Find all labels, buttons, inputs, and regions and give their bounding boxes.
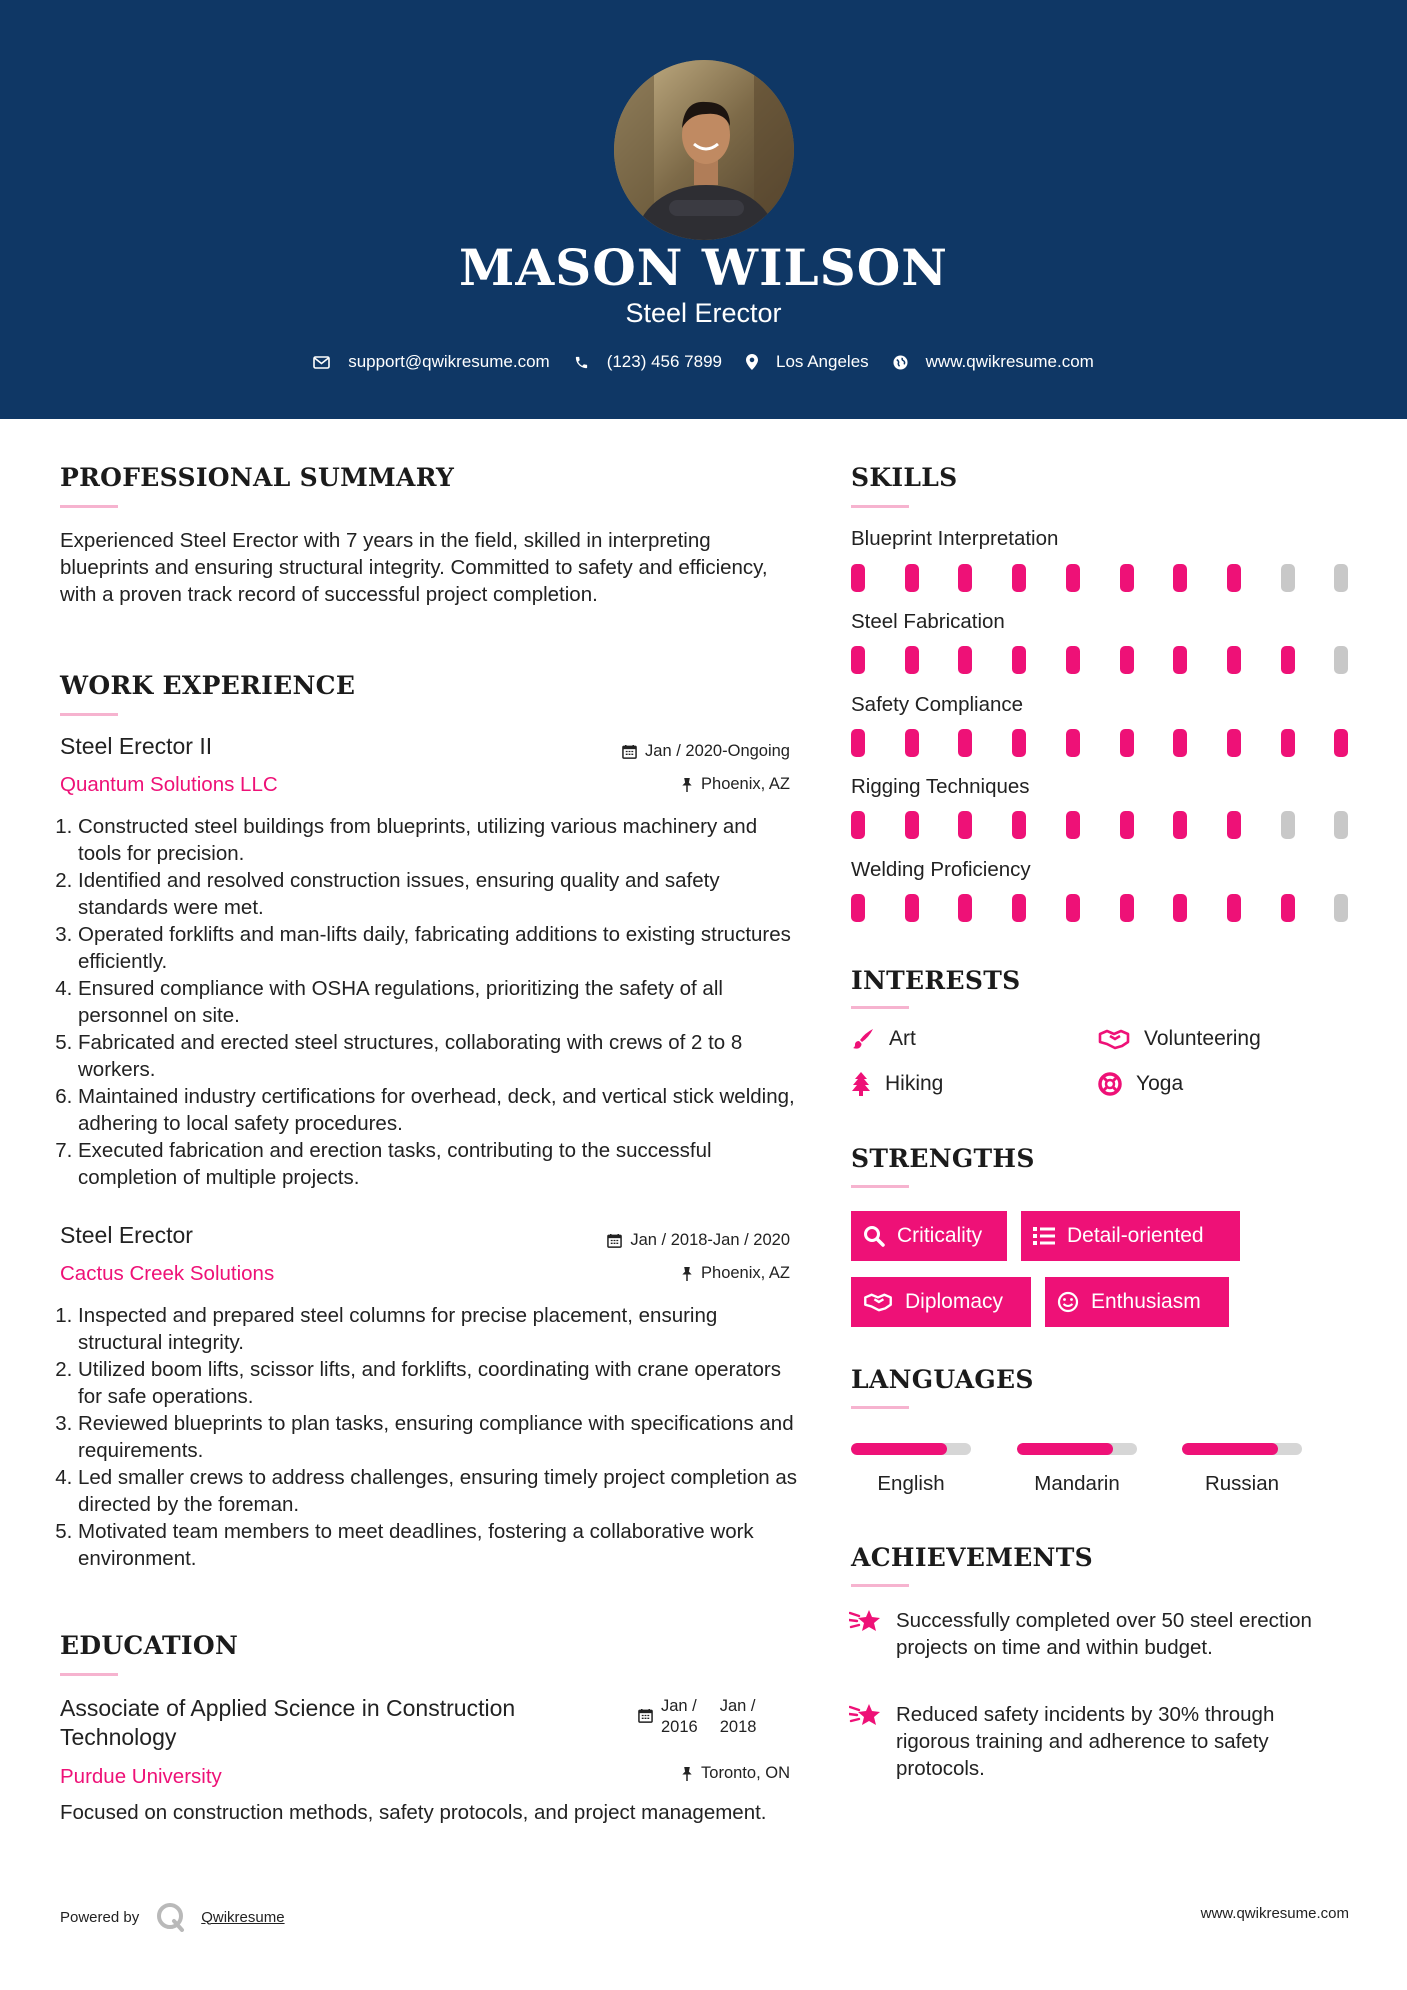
skill-dot xyxy=(1334,646,1348,674)
contact-phone[interactable] xyxy=(574,352,722,372)
lifebuoy-icon xyxy=(1098,1072,1122,1096)
job-bullet: 1. Inspected and prepared steel columns for precise placement, ensuring structural integrity. xyxy=(78,1302,801,1356)
phone-icon xyxy=(574,355,589,370)
handshake-icon xyxy=(863,1292,893,1312)
experience-underline xyxy=(60,713,118,716)
interest-label: Hiking xyxy=(885,1072,944,1095)
skill-dot xyxy=(1281,811,1295,839)
job-bullet: 6. Maintained industry certifications for overhead, deck, and vertical stick welding, adhering to local safety procedures. xyxy=(78,1083,801,1137)
skill-dot xyxy=(1066,811,1080,839)
job-title: Steel Erector II xyxy=(60,733,213,759)
skill-dot xyxy=(1120,646,1134,674)
website-text: www.qwikresume.com xyxy=(925,352,1094,371)
skill-dot xyxy=(1334,564,1348,592)
job-location-text: Phoenix, AZ xyxy=(701,775,790,793)
languages-underline xyxy=(851,1406,909,1409)
skill-name: Safety Compliance xyxy=(851,693,1024,716)
skill-dot xyxy=(851,811,865,839)
skill-dot xyxy=(905,811,919,839)
skill-rating xyxy=(851,811,1349,839)
footer-url[interactable]: www.qwikresume.com xyxy=(1200,1905,1349,1922)
handshake-icon xyxy=(1098,1028,1130,1050)
interests-heading: INTERESTS xyxy=(851,966,1021,995)
calendar-icon xyxy=(622,744,637,759)
skill-name: Steel Fabrication xyxy=(851,610,1005,633)
qwikresume-link[interactable]: Qwikresume xyxy=(201,1908,285,1926)
strength-label: Detail-oriented xyxy=(1067,1224,1204,1247)
language-level-fill xyxy=(851,1443,947,1455)
skill-rating xyxy=(851,564,1349,592)
strength-label: Criticality xyxy=(897,1224,983,1247)
language-level-bar xyxy=(851,1443,971,1455)
education-location xyxy=(681,1764,790,1783)
candidate-title: Steel Erector xyxy=(625,298,782,328)
skill-name: Welding Proficiency xyxy=(851,858,1031,881)
calendar-icon xyxy=(607,1233,622,1248)
job-bullet: 4. Ensured compliance with OSHA regulations, prioritizing the safety of all personnel on site. xyxy=(78,975,801,1029)
contact-bar xyxy=(0,352,1407,372)
map-pin-icon xyxy=(746,354,758,370)
tree-icon xyxy=(851,1072,871,1096)
list-icon xyxy=(1033,1227,1055,1245)
achievements-heading: ACHIEVEMENTS xyxy=(851,1543,1093,1572)
summary-underline xyxy=(60,505,118,508)
education-underline xyxy=(60,1673,118,1676)
languages-heading: LANGUAGES xyxy=(851,1365,1034,1394)
contact-website[interactable] xyxy=(893,352,1094,372)
achievement-item: Successfully completed over 50 steel erection projects on time and within budget. xyxy=(896,1609,1312,1659)
job-bullet: 5. Fabricated and erected steel structures, collaborating with crews of 2 to 8 workers. xyxy=(78,1029,801,1083)
candidate-name: MASON WILSON xyxy=(459,238,948,297)
degree-title: Associate of Applied Science in Construction Technology xyxy=(60,1695,516,1750)
paintbrush-icon xyxy=(851,1027,875,1051)
skill-dot xyxy=(1012,646,1026,674)
job-company: Cactus Creek Solutions xyxy=(60,1262,275,1285)
skill-dot xyxy=(851,894,865,922)
job-dates xyxy=(622,742,790,761)
calendar-icon xyxy=(638,1708,653,1723)
summary-text: Experienced Steel Erector with 7 years in the field, skilled in interpreting blueprints and ensuring structural integrity. Committed to safety and efficiency, with a proven track record of successful project completion. xyxy=(60,529,768,606)
skill-dot xyxy=(1334,729,1348,757)
job-dates-text: Jan / 2020-Ongoing xyxy=(645,742,790,760)
skill-dot xyxy=(958,564,972,592)
skill-dot xyxy=(1120,564,1134,592)
skill-dot xyxy=(905,646,919,674)
language-name: Russian xyxy=(1204,1472,1280,1495)
job-bullet: 1. Constructed steel buildings from blueprints, utilizing various machinery and tools for precision. xyxy=(78,813,801,867)
skill-dot xyxy=(1012,564,1026,592)
job-bullet: 2. Utilized boom lifts, scissor lifts, and forklifts, coordinating with crane operators for safe operations. xyxy=(78,1356,801,1410)
job-dates xyxy=(607,1231,790,1250)
end-month: Jan / xyxy=(719,1697,756,1715)
skill-dot xyxy=(1120,894,1134,922)
skill-dot xyxy=(1012,894,1026,922)
job-bullets xyxy=(56,1302,801,1572)
skill-dot xyxy=(1120,729,1134,757)
smile-icon xyxy=(1057,1291,1079,1313)
skill-dot xyxy=(851,729,865,757)
interests-underline xyxy=(851,1006,909,1009)
job-bullet: 2. Identified and resolved construction issues, ensuring quality and safety standards were met. xyxy=(78,867,801,921)
contact-location xyxy=(746,352,869,372)
skill-dot xyxy=(1173,564,1187,592)
interest-item xyxy=(851,1072,943,1096)
interest-label: Art xyxy=(889,1027,916,1050)
education-location-text: Toronto, ON xyxy=(701,1764,790,1782)
strengths-underline xyxy=(851,1185,909,1188)
interest-label: Volunteering xyxy=(1144,1027,1261,1050)
footer-powered xyxy=(60,1902,285,1932)
shooting-star-icon xyxy=(849,1701,883,1729)
skill-dot xyxy=(1281,894,1295,922)
pushpin-icon xyxy=(681,1266,693,1281)
strength-badge xyxy=(851,1277,1031,1327)
resume-header xyxy=(0,0,1407,419)
skill-dot xyxy=(1066,729,1080,757)
skill-dot xyxy=(905,564,919,592)
job-title: Steel Erector xyxy=(60,1222,193,1248)
job-dates-text: Jan / 2018-Jan / 2020 xyxy=(630,1231,790,1249)
job-bullet: 3. Reviewed blueprints to plan tasks, ensuring compliance with specifications and requirements. xyxy=(78,1410,801,1464)
job-bullet: 3. Operated forklifts and man-lifts daily, fabricating additions to existing structures efficiently. xyxy=(78,921,801,975)
strength-badge xyxy=(851,1211,1007,1261)
language-level-bar xyxy=(1182,1443,1302,1455)
skill-dot xyxy=(1173,894,1187,922)
end-year: 2018 xyxy=(719,1718,757,1736)
job-bullet: 7. Executed fabrication and erection tasks, contributing to the successful completion of multiple projects. xyxy=(78,1137,801,1191)
skill-dot xyxy=(1281,646,1295,674)
skill-rating xyxy=(851,894,1349,922)
education-heading: EDUCATION xyxy=(60,1631,239,1660)
skill-rating xyxy=(851,646,1349,674)
skill-dot xyxy=(1227,811,1241,839)
achievement-item: Reduced safety incidents by 30% through rigorous training and adherence to safety protocols. xyxy=(896,1703,1275,1780)
start-year: 2016 xyxy=(661,1718,698,1736)
email-text: support@qwikresume.com xyxy=(348,352,550,371)
skill-dot xyxy=(958,729,972,757)
education-dates xyxy=(638,1696,756,1738)
powered-by-text: Powered by xyxy=(60,1908,140,1926)
phone-text: (123) 456 7899 xyxy=(606,352,723,371)
job-location xyxy=(681,775,790,794)
skill-dot xyxy=(1334,894,1348,922)
skill-dot xyxy=(851,646,865,674)
education-description: Focused on construction methods, safety protocols, and project management. xyxy=(60,1801,767,1824)
skill-rating xyxy=(851,729,1349,757)
shooting-star-icon xyxy=(849,1607,883,1635)
job-location xyxy=(681,1264,790,1283)
skill-dot xyxy=(1334,811,1348,839)
strength-label: Enthusiasm xyxy=(1091,1290,1201,1313)
skill-dot xyxy=(1012,811,1026,839)
job-location-text: Phoenix, AZ xyxy=(701,1264,790,1282)
skill-dot xyxy=(1173,811,1187,839)
interest-item xyxy=(851,1027,916,1051)
pushpin-icon xyxy=(681,1766,693,1781)
summary-heading: PROFESSIONAL SUMMARY xyxy=(60,463,455,492)
skills-heading: SKILLS xyxy=(851,463,958,492)
skill-dot xyxy=(958,811,972,839)
language-name: English xyxy=(877,1472,945,1495)
strengths-heading: STRENGTHS xyxy=(851,1144,1035,1173)
school-name: Purdue University xyxy=(60,1765,222,1788)
skill-dot xyxy=(1173,646,1187,674)
strength-label: Diplomacy xyxy=(905,1290,1004,1313)
skill-dot xyxy=(905,729,919,757)
skill-dot xyxy=(1173,729,1187,757)
start-month: Jan / xyxy=(661,1697,697,1715)
skill-dot xyxy=(1227,646,1241,674)
envelope-icon xyxy=(313,356,330,369)
skill-dot xyxy=(1066,894,1080,922)
skill-dot xyxy=(1227,564,1241,592)
skill-dot xyxy=(1281,564,1295,592)
skill-dot xyxy=(905,894,919,922)
language-name: Mandarin xyxy=(1034,1472,1120,1495)
skill-name: Rigging Techniques xyxy=(851,775,1030,798)
language-level-bar xyxy=(1017,1443,1137,1455)
skills-underline xyxy=(851,505,909,508)
interest-item xyxy=(1098,1027,1261,1051)
achievements-underline xyxy=(851,1584,909,1587)
experience-heading: WORK EXPERIENCE xyxy=(60,671,356,700)
skill-dot xyxy=(1066,564,1080,592)
skill-dot xyxy=(1227,894,1241,922)
language-level-fill xyxy=(1182,1443,1278,1455)
skill-dot xyxy=(1066,646,1080,674)
location-text: Los Angeles xyxy=(776,352,869,371)
globe-icon xyxy=(893,355,908,370)
job-bullets xyxy=(56,813,801,1191)
search-icon xyxy=(863,1225,885,1247)
job-bullet: 4. Led smaller crews to address challenges, ensuring timely project completion as directed by the foreman. xyxy=(78,1464,801,1518)
interest-label: Yoga xyxy=(1136,1072,1184,1095)
skill-dot xyxy=(1120,811,1134,839)
skill-dot xyxy=(1281,729,1295,757)
skill-name: Blueprint Interpretation xyxy=(851,527,1059,550)
skill-dot xyxy=(851,564,865,592)
pushpin-icon xyxy=(681,777,693,792)
skill-dot xyxy=(958,894,972,922)
job-bullet: 5. Motivated team members to meet deadlines, fostering a collaborative work environment. xyxy=(78,1518,801,1572)
skill-dot xyxy=(1227,729,1241,757)
contact-email[interactable] xyxy=(313,352,550,372)
skill-dot xyxy=(958,646,972,674)
profile-photo xyxy=(614,60,794,240)
qwikresume-logo-icon xyxy=(155,1902,187,1932)
interest-item xyxy=(1098,1072,1183,1096)
language-level-fill xyxy=(1017,1443,1113,1455)
strength-badge xyxy=(1021,1211,1240,1261)
skill-dot xyxy=(1012,729,1026,757)
job-company: Quantum Solutions LLC xyxy=(60,773,278,796)
strength-badge xyxy=(1045,1277,1229,1327)
